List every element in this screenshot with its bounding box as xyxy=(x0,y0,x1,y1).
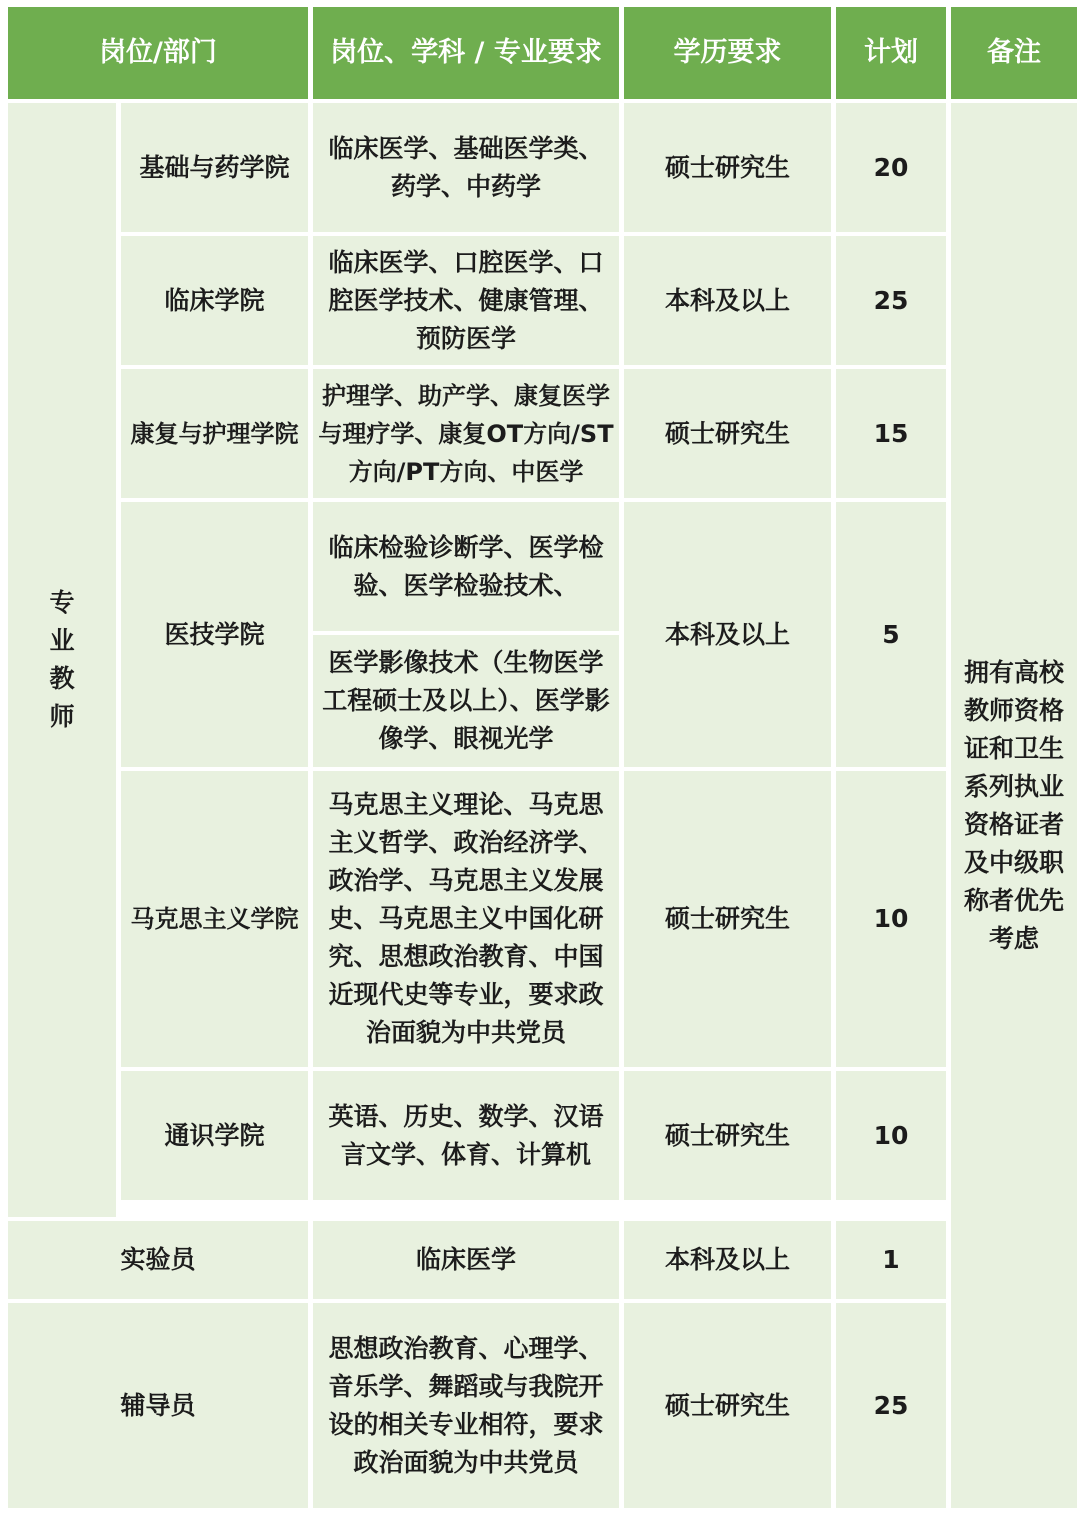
major-cell: 临床检验诊断学、医学检验、医学检验技术、 xyxy=(313,502,619,631)
education-cell: 本科及以上 xyxy=(624,1221,831,1299)
dept-cell: 基础与药学院 xyxy=(121,103,308,232)
header-dept: 岗位/部门 xyxy=(8,7,308,99)
category-teacher: 专业教师 xyxy=(8,103,116,1217)
category-counselor: 辅导员 xyxy=(8,1303,308,1508)
table-row xyxy=(8,502,1077,631)
dept-cell: 康复与护理学院 xyxy=(121,369,308,498)
header-major: 岗位、学科 / 专业要求 xyxy=(313,7,619,99)
note-cell: 拥有高校教师资格证和卫生系列执业资格证者及中级职称者优先考虑 xyxy=(951,103,1077,1508)
spacer-row xyxy=(8,1204,1077,1217)
major-cell: 马克思主义理论、马克思主义哲学、政治经济学、政治学、马克思主义发展史、马克思主义中国化研究、思想政治教育、中国近现代史等专业，要求政治面貌为中共党员 xyxy=(313,771,619,1067)
table-row xyxy=(8,1071,1077,1200)
education-cell: 硕士研究生 xyxy=(624,1303,831,1508)
plan-cell: 1 xyxy=(836,1221,946,1299)
table-row xyxy=(8,103,1077,232)
dept-cell: 医技学院 xyxy=(121,502,308,767)
table-header-row xyxy=(8,7,1077,99)
education-cell: 本科及以上 xyxy=(624,236,831,365)
dept-cell: 通识学院 xyxy=(121,1071,308,1200)
header-plan: 计划 xyxy=(836,7,946,99)
table-row xyxy=(8,1221,1077,1299)
plan-cell: 25 xyxy=(836,236,946,365)
plan-cell: 10 xyxy=(836,1071,946,1200)
category-lab: 实验员 xyxy=(8,1221,308,1299)
education-cell: 硕士研究生 xyxy=(624,369,831,498)
plan-cell: 5 xyxy=(836,502,946,767)
major-cell: 临床医学、基础医学类、药学、中药学 xyxy=(313,103,619,232)
education-cell: 本科及以上 xyxy=(624,502,831,767)
plan-cell: 20 xyxy=(836,103,946,232)
major-cell: 英语、历史、数学、汉语言文学、体育、计算机 xyxy=(313,1071,619,1200)
major-cell: 临床医学 xyxy=(313,1221,619,1299)
header-education: 学历要求 xyxy=(624,7,831,99)
education-cell: 硕士研究生 xyxy=(624,1071,831,1200)
major-cell: 临床医学、口腔医学、口腔医学技术、健康管理、预防医学 xyxy=(313,236,619,365)
table-row xyxy=(8,236,1077,365)
education-cell: 硕士研究生 xyxy=(624,103,831,232)
plan-cell: 25 xyxy=(836,1303,946,1508)
plan-cell: 10 xyxy=(836,771,946,1067)
major-cell-2: 医学影像技术（生物医学工程硕士及以上）、医学影像学、眼视光学 xyxy=(313,635,619,767)
major-cell: 思想政治教育、心理学、音乐学、舞蹈或与我院开设的相关专业相符，要求政治面貌为中共党员 xyxy=(313,1303,619,1508)
dept-cell: 马克思主义学院 xyxy=(121,771,308,1067)
header-note: 备注 xyxy=(951,7,1077,99)
table-row xyxy=(8,369,1077,498)
plan-cell: 15 xyxy=(836,369,946,498)
education-cell: 硕士研究生 xyxy=(624,771,831,1067)
recruitment-table xyxy=(3,3,1080,1512)
table-row xyxy=(8,1303,1077,1508)
table-row xyxy=(8,771,1077,1067)
dept-cell: 临床学院 xyxy=(121,236,308,365)
major-cell: 护理学、助产学、康复医学与理疗学、康复OT方向/ST方向/PT方向、中医学 xyxy=(313,369,619,498)
